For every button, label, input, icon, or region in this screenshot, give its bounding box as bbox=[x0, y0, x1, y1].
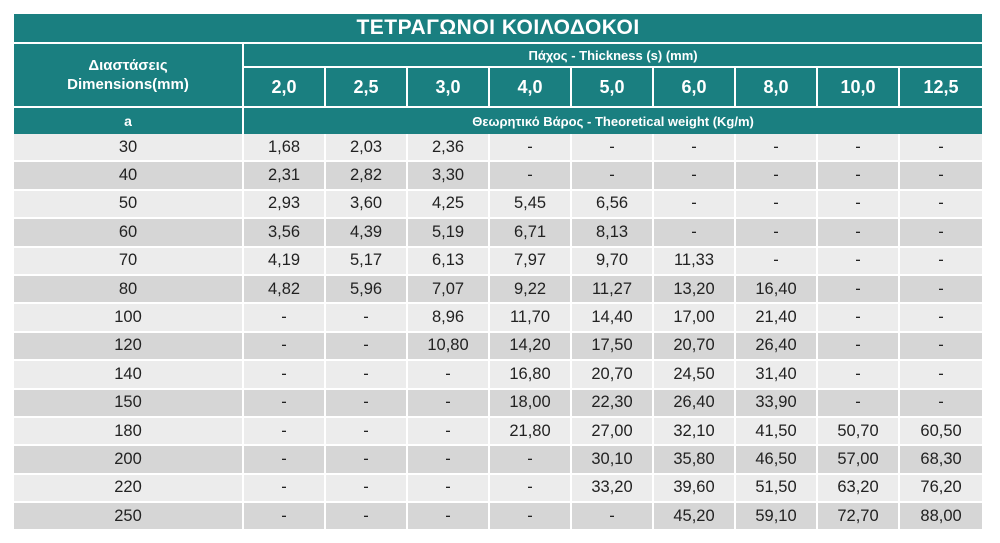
weight-cell: 4,25 bbox=[407, 190, 489, 218]
weight-cell: - bbox=[325, 445, 407, 473]
weight-cell: 20,70 bbox=[653, 332, 735, 360]
weight-cell: - bbox=[899, 247, 982, 275]
weight-cell: 50,70 bbox=[817, 417, 899, 445]
dimension-a-cell: 150 bbox=[14, 389, 243, 417]
weight-cell: - bbox=[489, 502, 571, 530]
weight-cell: 5,96 bbox=[325, 275, 407, 303]
weight-cell: - bbox=[817, 389, 899, 417]
table-row bbox=[14, 360, 982, 388]
thickness-value: 2,5 bbox=[325, 67, 407, 107]
weight-cell: 20,70 bbox=[571, 360, 653, 388]
weight-cell: 17,50 bbox=[571, 332, 653, 360]
weight-cell: - bbox=[899, 134, 982, 161]
weight-cell: 3,60 bbox=[325, 190, 407, 218]
dimension-a-cell: 180 bbox=[14, 417, 243, 445]
weight-cell: 5,45 bbox=[489, 190, 571, 218]
square-hollow-sections-table bbox=[14, 14, 982, 531]
thickness-value: 3,0 bbox=[407, 67, 489, 107]
weight-cell: 31,40 bbox=[735, 360, 817, 388]
weight-cell: - bbox=[407, 360, 489, 388]
weight-cell: - bbox=[899, 218, 982, 246]
weight-cell: - bbox=[489, 161, 571, 189]
weight-cell: 6,56 bbox=[571, 190, 653, 218]
weight-cell: 24,50 bbox=[653, 360, 735, 388]
weight-cell: 88,00 bbox=[899, 502, 982, 530]
weight-cell: - bbox=[325, 389, 407, 417]
weight-cell: 16,40 bbox=[735, 275, 817, 303]
weight-cell: - bbox=[571, 502, 653, 530]
weight-cell: - bbox=[817, 247, 899, 275]
thickness-value: 4,0 bbox=[489, 67, 571, 107]
weight-greek: Θεωρητικό Βάρος bbox=[472, 113, 584, 129]
weight-cell: - bbox=[407, 417, 489, 445]
weight-cell: 22,30 bbox=[571, 389, 653, 417]
weight-cell: 10,80 bbox=[407, 332, 489, 360]
table-row bbox=[14, 332, 982, 360]
weight-cell: 39,60 bbox=[653, 474, 735, 502]
table-row bbox=[14, 247, 982, 275]
dimension-a-cell: 250 bbox=[14, 502, 243, 530]
thickness-value: 8,0 bbox=[735, 67, 817, 107]
weight-cell: 13,20 bbox=[653, 275, 735, 303]
weight-cell: - bbox=[407, 389, 489, 417]
weight-cell: 68,30 bbox=[899, 445, 982, 473]
weight-header bbox=[243, 107, 982, 134]
dimensions-english: Dimensions bbox=[67, 76, 153, 93]
weight-cell: 16,80 bbox=[489, 360, 571, 388]
weight-cell: - bbox=[653, 190, 735, 218]
dimension-a-cell: 140 bbox=[14, 360, 243, 388]
weight-cell: 4,39 bbox=[325, 218, 407, 246]
thickness-value: 2,0 bbox=[243, 67, 325, 107]
weight-cell: 32,10 bbox=[653, 417, 735, 445]
weight-cell: 5,17 bbox=[325, 247, 407, 275]
weight-cell: - bbox=[325, 502, 407, 530]
weight-cell: 2,82 bbox=[325, 161, 407, 189]
weight-cell: 45,20 bbox=[653, 502, 735, 530]
weight-cell: - bbox=[899, 303, 982, 331]
weight-cell: 5,19 bbox=[407, 218, 489, 246]
weight-cell: 2,03 bbox=[325, 134, 407, 161]
weight-cell: - bbox=[735, 247, 817, 275]
weight-cell: - bbox=[325, 332, 407, 360]
weight-cell: - bbox=[243, 502, 325, 530]
a-label: a bbox=[14, 107, 243, 134]
weight-cell: 6,13 bbox=[407, 247, 489, 275]
weight-cell: 21,80 bbox=[489, 417, 571, 445]
dimensions-header bbox=[14, 43, 243, 107]
thickness-sep: - bbox=[567, 47, 580, 63]
weight-cell: - bbox=[489, 445, 571, 473]
weight-cell: 11,70 bbox=[489, 303, 571, 331]
weight-cell: - bbox=[325, 474, 407, 502]
weight-cell: - bbox=[243, 360, 325, 388]
weight-cell: - bbox=[817, 190, 899, 218]
weight-cell: - bbox=[899, 275, 982, 303]
weight-cell: 27,00 bbox=[571, 417, 653, 445]
dimension-a-cell: 220 bbox=[14, 474, 243, 502]
thickness-value: 5,0 bbox=[571, 67, 653, 107]
weight-cell: - bbox=[817, 303, 899, 331]
table-row bbox=[14, 161, 982, 189]
weight-cell: - bbox=[243, 417, 325, 445]
weight-cell: 21,40 bbox=[735, 303, 817, 331]
table-title: ΤΕΤΡΑΓΩΝΟΙ ΚΟΙΛΟΔΟΚΟΙ bbox=[14, 14, 982, 43]
weight-cell: 26,40 bbox=[735, 332, 817, 360]
weight-cell: - bbox=[653, 134, 735, 161]
dimension-a-cell: 200 bbox=[14, 445, 243, 473]
weight-cell: 63,20 bbox=[817, 474, 899, 502]
weight-cell: 14,20 bbox=[489, 332, 571, 360]
thickness-value: 10,0 bbox=[817, 67, 899, 107]
weight-cell: - bbox=[571, 134, 653, 161]
weight-cell: 8,96 bbox=[407, 303, 489, 331]
weight-cell: 51,50 bbox=[735, 474, 817, 502]
weight-cell: 76,20 bbox=[899, 474, 982, 502]
weight-cell: 6,71 bbox=[489, 218, 571, 246]
weight-cell: 14,40 bbox=[571, 303, 653, 331]
table-row bbox=[14, 389, 982, 417]
table-row bbox=[14, 474, 982, 502]
weight-cell: - bbox=[899, 190, 982, 218]
weight-cell: 17,00 bbox=[653, 303, 735, 331]
weight-cell: 2,36 bbox=[407, 134, 489, 161]
dimensions-unit: (mm) bbox=[152, 76, 189, 93]
table-row bbox=[14, 417, 982, 445]
thickness-english: Thickness bbox=[579, 47, 643, 63]
table-row bbox=[14, 134, 982, 161]
dimension-a-cell: 60 bbox=[14, 218, 243, 246]
weight-cell: - bbox=[817, 332, 899, 360]
weight-cell: - bbox=[899, 360, 982, 388]
weight-cell: - bbox=[817, 360, 899, 388]
weight-sep: - bbox=[583, 113, 595, 129]
weight-cell: - bbox=[735, 190, 817, 218]
weight-cell: 2,93 bbox=[243, 190, 325, 218]
weight-cell: 41,50 bbox=[735, 417, 817, 445]
table-row bbox=[14, 218, 982, 246]
weight-cell: 30,10 bbox=[571, 445, 653, 473]
dimension-a-cell: 120 bbox=[14, 332, 243, 360]
weight-cell: - bbox=[571, 161, 653, 189]
weight-cell: - bbox=[899, 389, 982, 417]
weight-cell: 57,00 bbox=[817, 445, 899, 473]
weight-cell: - bbox=[243, 474, 325, 502]
weight-cell: 33,90 bbox=[735, 389, 817, 417]
weight-cell: 11,27 bbox=[571, 275, 653, 303]
weight-cell: 3,56 bbox=[243, 218, 325, 246]
weight-cell: - bbox=[817, 275, 899, 303]
table-row bbox=[14, 190, 982, 218]
weight-cell: 60,50 bbox=[899, 417, 982, 445]
profile-table-container bbox=[14, 14, 982, 531]
dimensions-greek: Διαστάσεις bbox=[88, 57, 168, 74]
dimension-a-cell: 40 bbox=[14, 161, 243, 189]
weight-cell: 59,10 bbox=[735, 502, 817, 530]
dimension-a-cell: 80 bbox=[14, 275, 243, 303]
weight-cell: 7,97 bbox=[489, 247, 571, 275]
weight-cell: 11,33 bbox=[653, 247, 735, 275]
weight-english: Theoretical weight bbox=[594, 113, 710, 129]
weight-cell: 26,40 bbox=[653, 389, 735, 417]
weight-cell: - bbox=[735, 218, 817, 246]
thickness-value: 6,0 bbox=[653, 67, 735, 107]
weight-cell: - bbox=[325, 417, 407, 445]
table-row bbox=[14, 502, 982, 530]
weight-cell: - bbox=[243, 332, 325, 360]
weight-cell: - bbox=[735, 161, 817, 189]
weight-cell: - bbox=[243, 303, 325, 331]
weight-unit: (Kg/m) bbox=[709, 113, 754, 129]
weight-cell: 2,31 bbox=[243, 161, 325, 189]
weight-cell: - bbox=[735, 134, 817, 161]
dimension-a-cell: 70 bbox=[14, 247, 243, 275]
weight-cell: 46,50 bbox=[735, 445, 817, 473]
weight-cell: - bbox=[407, 445, 489, 473]
weight-cell: 7,07 bbox=[407, 275, 489, 303]
weight-cell: - bbox=[489, 134, 571, 161]
weight-cell: 3,30 bbox=[407, 161, 489, 189]
weight-cell: - bbox=[407, 502, 489, 530]
weight-cell: 18,00 bbox=[489, 389, 571, 417]
weight-cell: 4,19 bbox=[243, 247, 325, 275]
weight-cell: - bbox=[243, 445, 325, 473]
weight-cell: - bbox=[325, 303, 407, 331]
weight-cell: - bbox=[817, 134, 899, 161]
weight-cell: 9,70 bbox=[571, 247, 653, 275]
weight-cell: - bbox=[243, 389, 325, 417]
weight-cell: - bbox=[817, 161, 899, 189]
weight-cell: - bbox=[899, 161, 982, 189]
weight-cell: 72,70 bbox=[817, 502, 899, 530]
dimension-a-cell: 30 bbox=[14, 134, 243, 161]
thickness-greek: Πάχος bbox=[528, 47, 568, 63]
thickness-value: 12,5 bbox=[923, 76, 959, 97]
thickness-header bbox=[243, 43, 982, 67]
weight-cell: 8,13 bbox=[571, 218, 653, 246]
weight-cell: - bbox=[653, 218, 735, 246]
table-row bbox=[14, 275, 982, 303]
thickness-unit: (s) (mm) bbox=[642, 47, 698, 63]
weight-cell: - bbox=[489, 474, 571, 502]
weight-cell: - bbox=[817, 218, 899, 246]
weight-cell: 9,22 bbox=[489, 275, 571, 303]
weight-cell: 33,20 bbox=[571, 474, 653, 502]
weight-cell: 4,82 bbox=[243, 275, 325, 303]
table-row bbox=[14, 445, 982, 473]
table-body bbox=[14, 134, 982, 530]
weight-cell: 35,80 bbox=[653, 445, 735, 473]
weight-cell: - bbox=[899, 332, 982, 360]
weight-cell: - bbox=[653, 161, 735, 189]
table-row bbox=[14, 303, 982, 331]
dimension-a-cell: 50 bbox=[14, 190, 243, 218]
weight-cell: - bbox=[407, 474, 489, 502]
weight-cell: 1,68 bbox=[243, 134, 325, 161]
weight-cell: - bbox=[325, 360, 407, 388]
dimension-a-cell: 100 bbox=[14, 303, 243, 331]
